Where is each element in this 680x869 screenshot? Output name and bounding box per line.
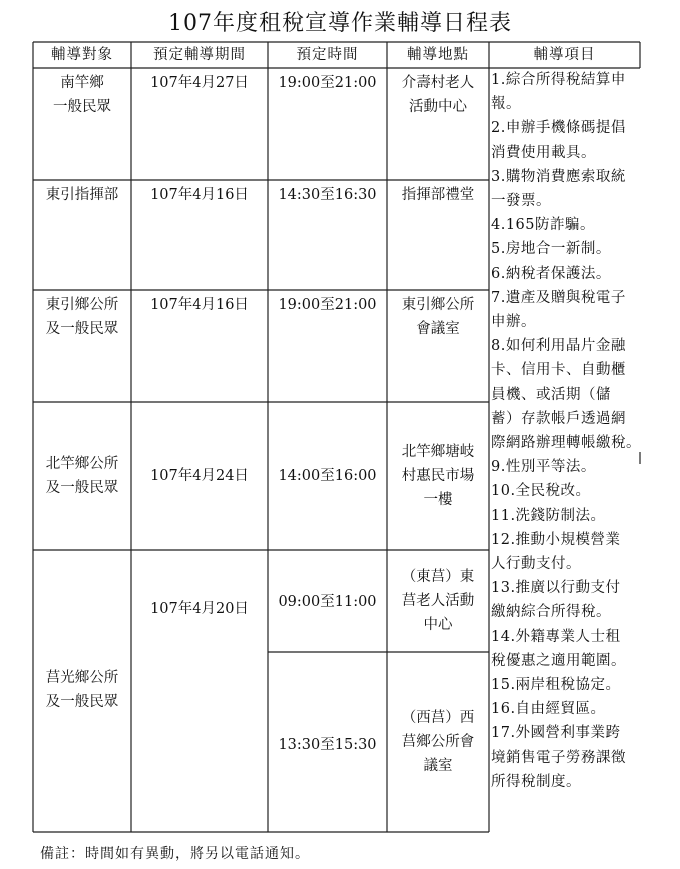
target-line: 北竿鄉公所 (45, 456, 119, 472)
location-line: （東莒）東 (401, 569, 475, 585)
location-cell (387, 706, 489, 778)
location-line: 中心 (423, 617, 453, 633)
list-item: 繳納綜合所得稅。 (491, 604, 611, 621)
list-item: 稅優惠之適用範圍。 (491, 652, 626, 669)
header-items: 輔導項目 (533, 47, 596, 63)
list-item: 人行動支付。 (491, 556, 581, 573)
table-row (33, 71, 131, 119)
list-item: 消費使用載具。 (491, 144, 596, 161)
list-item: 際網路辦理轉帳繳稅。 (491, 435, 641, 452)
list-item: 所得稅制度。 (491, 773, 581, 790)
location-line: 會議室 (416, 321, 460, 337)
target-line: 及一般民眾 (45, 321, 119, 337)
date-cell: 107年4月20日 (150, 601, 249, 617)
list-item: 1.綜合所得稅結算申 (491, 72, 626, 88)
location-line: 介壽村老人 (401, 75, 475, 91)
target-line: 一般民眾 (53, 99, 111, 115)
list-item: 13.推廣以行動支付 (491, 580, 621, 597)
location-cell (387, 293, 489, 341)
list-item: 15.兩岸租稅協定。 (491, 677, 621, 694)
location-line: 議室 (423, 758, 453, 774)
list-item: 申辦。 (491, 314, 536, 331)
time-cell: 14:30至16:30 (278, 187, 377, 203)
list-item: 11.洗錢防制法。 (491, 507, 606, 524)
list-item: 境銷售電子勞務課徵 (491, 749, 626, 766)
list-item: 8.如何利用晶片金融 (491, 338, 626, 355)
page-title: 107年度租稅宣導作業輔導日程表 (168, 11, 512, 36)
target-line: 及一般民眾 (45, 480, 119, 496)
header-period: 預定輔導期間 (153, 47, 246, 63)
list-item: 17.外國營利事業跨 (491, 725, 621, 742)
list-item: 14.外籍專業人士租 (491, 628, 621, 645)
location-line: 莒老人活動 (401, 593, 475, 609)
footnote: 備註：時間如有異動，將另以電話通知。 (40, 846, 310, 862)
location-line: 莒鄉公所會 (401, 734, 475, 750)
header-time: 預定時間 (296, 47, 359, 63)
list-item: 10.全民稅改。 (491, 483, 591, 500)
target-cell (33, 666, 131, 714)
time-cell: 19:00至21:00 (278, 75, 377, 91)
location-cell (387, 71, 489, 119)
date-cell: 107年4月16日 (150, 187, 249, 203)
header-location: 輔導地點 (407, 47, 469, 63)
items-list (491, 68, 651, 794)
target-cell: 東引指揮部 (45, 187, 119, 203)
location-cell (387, 440, 489, 512)
time-cell: 09:00至11:00 (278, 594, 377, 610)
target-cell (33, 293, 131, 341)
list-item: 卡、信用卡、自動櫃 (491, 362, 626, 379)
list-item: 一發票。 (491, 193, 551, 210)
list-item: 7.遺產及贈與稅電子 (491, 289, 626, 306)
list-item: 12.推動小規模營業 (491, 531, 621, 548)
location-line: 東引鄉公所 (401, 297, 475, 313)
date-cell: 107年4月16日 (150, 297, 249, 313)
location-line: 活動中心 (409, 99, 467, 115)
list-item: 蓄）存款帳戶透過網 (491, 410, 626, 427)
location-cell (387, 565, 489, 637)
date-cell: 107年4月27日 (150, 75, 249, 91)
target-line: 南竿鄉 (60, 75, 104, 91)
list-item: 4.165防詐騙。 (491, 217, 596, 234)
location-line: 村惠民市場 (401, 468, 475, 484)
location-cell: 指揮部禮堂 (401, 187, 475, 203)
location-line: 北竿鄉塘岐 (401, 444, 475, 460)
list-item: 9.性別平等法。 (491, 459, 596, 476)
list-item: 16.自由經貿區。 (491, 701, 606, 718)
target-line: 及一般民眾 (45, 694, 119, 710)
list-item: 3.購物消費應索取統 (491, 168, 626, 185)
header-target: 輔導對象 (51, 47, 113, 63)
list-item: 5.房地合一新制。 (491, 241, 611, 258)
list-item: 6.納稅者保護法。 (491, 265, 611, 282)
list-item: 報。 (491, 96, 521, 113)
location-line: （西莒）西 (401, 710, 475, 726)
location-line: 一樓 (423, 492, 453, 508)
list-item: 2.申辦手機條碼提倡 (491, 120, 626, 137)
time-cell: 14:00至16:00 (278, 468, 377, 484)
target-line: 莒光鄉公所 (45, 670, 119, 686)
time-cell: 19:00至21:00 (278, 297, 377, 313)
time-cell: 13:30至15:30 (278, 737, 377, 753)
date-cell: 107年4月24日 (150, 468, 249, 484)
target-line: 東引鄉公所 (45, 297, 119, 313)
target-cell (33, 452, 131, 500)
list-item: 員機、或活期（儲 (491, 386, 611, 403)
